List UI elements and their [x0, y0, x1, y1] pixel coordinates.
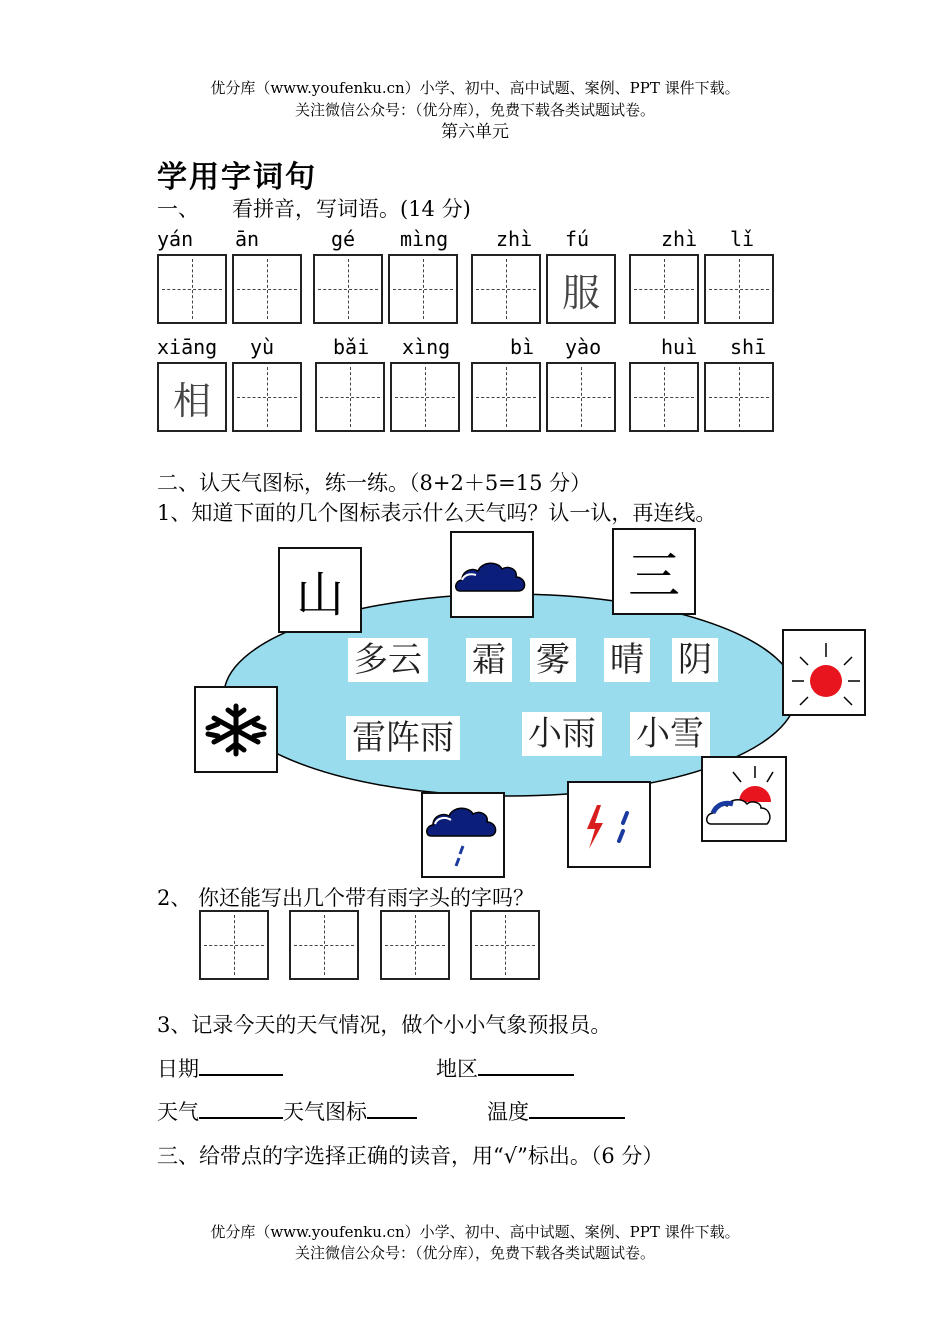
pinyin: mìng — [400, 227, 449, 251]
pinyin: xiāng — [157, 335, 218, 359]
q1-title: 看拼音，写词语。(14 分) — [232, 197, 471, 221]
area-field — [436, 1053, 574, 1083]
pinyin: yán — [157, 227, 194, 251]
header-line-2: 关注微信公众号：（优分库），免费下载各类试题试卷。 — [294, 101, 655, 119]
writing-cell[interactable] — [704, 254, 774, 324]
q2-sub1: 1、知道下面的几个图标表示什么天气吗？认一认，再连线。 — [157, 501, 717, 525]
writing-cell[interactable] — [470, 910, 540, 980]
q2-sub2: 2、 你还能写出几个带有雨字头的字吗？ — [157, 886, 535, 910]
footer-line-2: 关注微信公众号：（优分库），免费下载各类试题试卷。 — [294, 1244, 655, 1262]
cell-char: 相 — [159, 364, 225, 430]
writing-cell[interactable] — [704, 362, 774, 432]
frost-icon[interactable] — [278, 547, 362, 633]
pinyin: gé — [331, 227, 356, 251]
weather-word[interactable]: 雷阵雨 — [346, 716, 460, 760]
sun-icon[interactable] — [782, 629, 866, 716]
writing-cell[interactable] — [546, 362, 616, 432]
frost-icon-glyph: 山 — [295, 566, 344, 623]
pinyin: lǐ — [730, 227, 755, 251]
area-label: 地区 — [436, 1057, 478, 1081]
writing-cell[interactable] — [289, 910, 359, 980]
writing-cell[interactable] — [546, 254, 616, 324]
weather-word[interactable]: 霜 — [466, 638, 512, 682]
rain-cloud-icon[interactable] — [421, 792, 505, 878]
section-title: 学用字词句 — [157, 160, 317, 195]
fog-icon[interactable] — [612, 528, 696, 615]
overcast-cloud-icon[interactable] — [450, 531, 534, 618]
pinyin: yào — [565, 335, 602, 359]
weather-label: 天气 — [157, 1100, 199, 1124]
writing-cell[interactable] — [232, 362, 302, 432]
area-blank[interactable] — [478, 1056, 574, 1076]
pinyin: huì — [661, 335, 698, 359]
q1-number: 一、 — [157, 197, 199, 221]
weather-field — [157, 1096, 417, 1126]
pinyin: bǎi — [333, 335, 370, 359]
weather-icon-blank[interactable] — [367, 1099, 417, 1119]
pinyin: shī — [730, 335, 767, 359]
weather-icon-label: 天气图标 — [283, 1100, 367, 1124]
temp-field — [487, 1096, 625, 1126]
weather-word[interactable]: 小雪 — [630, 712, 710, 756]
fog-icon-glyph: 三 — [627, 547, 680, 607]
writing-cell[interactable] — [471, 254, 541, 324]
partly-cloudy-icon[interactable] — [701, 756, 787, 842]
weather-word[interactable]: 多云 — [348, 638, 428, 682]
header-line-1: 优分库（www.youfenku.cn）小学、初中、高中试题、案例、PPT 课件下载。 — [210, 79, 740, 97]
thunderstorm-icon[interactable] — [567, 781, 651, 868]
writing-cell[interactable] — [315, 362, 385, 432]
writing-cell[interactable] — [157, 362, 227, 432]
writing-cell[interactable] — [629, 362, 699, 432]
pinyin: ān — [235, 227, 260, 251]
footer-line-1: 优分库（www.youfenku.cn）小学、初中、高中试题、案例、PPT 课件下载。 — [210, 1223, 740, 1241]
temp-blank[interactable] — [529, 1099, 625, 1119]
weather-word[interactable]: 阴 — [672, 638, 718, 682]
temp-label: 温度 — [487, 1100, 529, 1124]
writing-cell[interactable] — [380, 910, 450, 980]
pinyin: zhì — [496, 227, 533, 251]
writing-cell[interactable] — [471, 362, 541, 432]
pinyin: zhì — [661, 227, 698, 251]
writing-cell[interactable] — [388, 254, 458, 324]
pinyin: xìng — [402, 335, 451, 359]
date-label: 日期 — [157, 1057, 199, 1081]
pinyin: fú — [565, 227, 590, 251]
q2-title: 二、认天气图标，练一练。（8+2＋5=15 分） — [157, 471, 592, 495]
date-blank[interactable] — [199, 1056, 283, 1076]
date-field — [157, 1053, 283, 1083]
q2-sub3: 3、记录今天的天气情况，做个小小气象预报员。 — [157, 1013, 612, 1037]
writing-cell[interactable] — [629, 254, 699, 324]
snow-icon[interactable] — [194, 686, 278, 773]
cell-char: 服 — [548, 256, 614, 322]
weather-word[interactable]: 小雨 — [522, 712, 602, 756]
writing-cell[interactable] — [232, 254, 302, 324]
writing-cell[interactable] — [390, 362, 460, 432]
unit-title: 第六单元 — [441, 122, 509, 142]
weather-blank[interactable] — [199, 1099, 283, 1119]
writing-cell[interactable] — [199, 910, 269, 980]
pinyin: yù — [250, 335, 275, 359]
weather-word[interactable]: 晴 — [604, 638, 650, 682]
pinyin: bì — [510, 335, 535, 359]
weather-word[interactable]: 雾 — [530, 638, 576, 682]
q3-title: 三、给带点的字选择正确的读音，用“√”标出。（6 分） — [157, 1144, 664, 1168]
writing-cell[interactable] — [313, 254, 383, 324]
writing-cell[interactable] — [157, 254, 227, 324]
